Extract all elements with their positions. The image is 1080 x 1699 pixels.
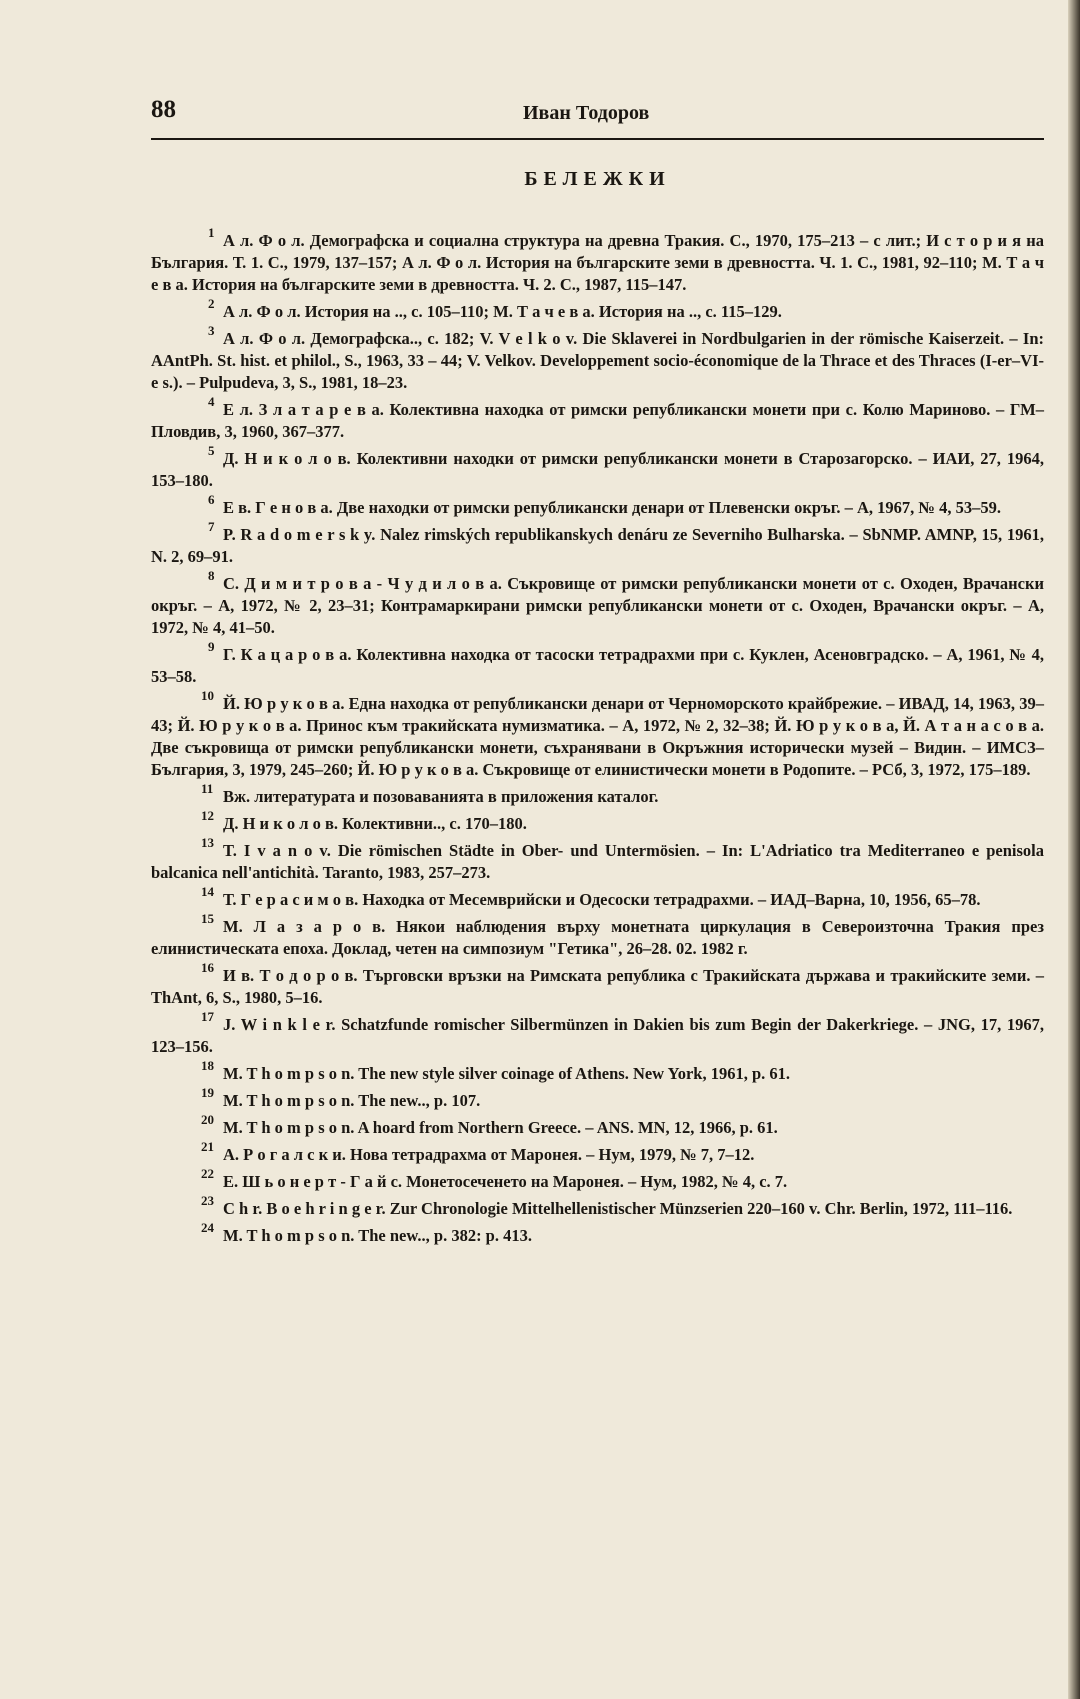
note-12 [151,808,1044,835]
note-text: Д. Н и к о л о в. Колективни.., с. 170–180. [223,814,527,833]
note-number: 2 [208,296,215,311]
note-text: А. Р о г а л с к и. Нова тетрадрахма от Маронея. – Нум, 1979, № 7, 7–12. [223,1145,755,1164]
note-14 [151,884,1044,911]
note-22 [151,1166,1044,1193]
note-number: 22 [201,1166,214,1181]
note-11 [151,781,1044,808]
note-number: 4 [208,394,215,409]
note-text: P. R a d o m e r s k y. Nalez rimských republikanskych denáru ze Severniho Bulharska. – SbNMP. AMNP, 15, 1961, N. 2, 69–91. [151,525,1044,566]
note-text: M. T h o m p s o n. The new.., p. 382: p. 413. [223,1226,532,1245]
note-number: 7 [208,519,215,534]
note-text: M. T h o m p s o n. The new style silver coinage of Athens. New York, 1961, p. 61. [223,1064,790,1083]
note-text: Е в. Г е н о в а. Две находки от римски републикански денари от Плевенски окръг. – А, 1967, № 4, 53–59. [223,498,1001,517]
note-text: А л. Ф о л. Демографска и социална структура на древна Тракия. С., 1970, 175–213 – с лит.; И с т о р и я на България. Т. 1. С., 1979, 137–157; А л. Ф о л. История на българските земи в древността. Ч. 1. С., 1981, 92–110; М. Т а ч е в а. История на българските земи в древността. Ч. 2. С., 1987, 115–147. [151,231,1044,294]
note-5 [151,443,1044,492]
note-number: 24 [201,1220,214,1235]
note-number: 1 [208,225,215,240]
note-number: 15 [201,911,214,926]
note-3 [151,323,1044,394]
note-number: 14 [201,884,214,899]
running-head: Иван Тодоров [523,102,650,124]
note-number: 5 [208,443,215,458]
note-text: T. I v a n o v. Die römischen Städte in Ober- und Untermösien. – In: L'Adriatico tra Mediterraneo e penisola balcanica nell'antichità. Taranto, 1983, 257–273. [151,841,1044,882]
header-rule [151,138,1044,140]
page-edge [1068,0,1080,1699]
note-text: J. W i n k l e r. Schatzfunde romischer Silbermünzen in Dakien bis zum Begin der Dakerkriege. – JNG, 17, 1967, 123–156. [151,1015,1044,1056]
note-text: Е. Ш ь о н е р т - Г а й с. Монетосеченето на Маронея. – Нум, 1982, № 4, с. 7. [223,1172,788,1191]
note-number: 10 [201,688,214,703]
note-20 [151,1112,1044,1139]
note-text: А л. Ф о л. Демографска.., с. 182; V. V e l k o v. Die Sklaverei in Nordbulgarien in der römische Kaiserzeit. – In: AAntPh. St. hist. et philol., S., 1963, 33 – 44; V. Velkov. Developpement socio-économique de la Thrace et des Thraces (I-er–VI-e s.). – Pulpudeva, 3, S., 1981, 18–23. [151,329,1044,392]
note-text: Вж. литературата и позоваванията в приложения каталог. [223,787,659,806]
note-9 [151,639,1044,688]
note-number: 11 [201,781,214,796]
note-2 [151,296,1044,323]
note-text: C h r. B o e h r i n g e r. Zur Chronologie Mittelhellenistischer Münzserien 220–160 v. Chr. Berlin, 1972, 111–116. [223,1199,1013,1218]
note-number: 18 [201,1058,214,1073]
note-21 [151,1139,1044,1166]
note-15 [151,911,1044,960]
note-8 [151,568,1044,639]
note-number: 9 [208,639,215,654]
note-number: 8 [208,568,215,583]
note-number: 23 [201,1193,214,1208]
note-text: А л. Ф о л. История на .., с. 105–110; М. Т а ч е в а. История на .., с. 115–129. [223,302,782,321]
note-text: Е л. З л а т а р е в а. Колективна находка от римски републикански монети при с. Колю Мариново. – ГМ–Пловдив, 3, 1960, 367–377. [151,400,1044,441]
section-title: БЕЛЕЖКИ [524,168,671,190]
note-text: С. Д и м и т р о в а - Ч у д и л о в а. Съкровище от римски републикански монети от с. Оходен, Врачански окръг. – А, 1972, № 2, 23–31; Контрамаркирани римски републикански монети от с. Оходен, Врачански окръг. – А, 1972, № 4, 41–50. [151,574,1044,637]
page-header [151,96,1044,138]
note-number: 21 [201,1139,214,1154]
note-number: 3 [208,323,215,338]
note-text: M. T h o m p s o n. The new.., p. 107. [223,1091,481,1110]
note-number: 12 [201,808,214,823]
note-6 [151,492,1044,519]
note-24 [151,1220,1044,1247]
note-18 [151,1058,1044,1085]
note-number: 16 [201,960,214,975]
note-text: Г. К а ц а р о в а. Колективна находка от тасоски тетрадрахми при с. Куклен, Асеновградско. – А, 1961, № 4, 53–58. [151,645,1044,686]
note-16 [151,960,1044,1009]
note-7 [151,519,1044,568]
note-text: М. Л а з а р о в. Някои наблюдения върху монетната циркулация в Североизточна Тракия през елинистическата епоха. Доклад, четен на симпозиум "Гетика", 26–28. 02. 1982 г. [151,917,1044,958]
note-number: 6 [208,492,215,507]
note-text: Й. Ю р у к о в а. Една находка от републикански денари от Черноморското крайбрежие. – ИВАД, 14, 1963, 39–43; Й. Ю р у к о в а. Принос към тракийската нумизматика. – А, 1972, № 2, 32–38; Й. Ю р у к о в а, Й. А т а н а с о в а. Две съкровища от римски републикански монети, съхранявани в Окръжния исторически музей – Видин. – ИМСЗ–България, 3, 1979, 245–260; Й. Ю р у к о в а. Съкровище от елинистически монети в Родопите. – РСб, 3, 1972, 175–189. [151,694,1044,779]
note-19 [151,1085,1044,1112]
note-text: И в. Т о д о р о в. Търговски връзки на Римската република с Тракийската държава и тракийските земи. – ThAnt, 6, S., 1980, 5–16. [151,966,1044,1007]
note-number: 20 [201,1112,214,1127]
note-1 [151,225,1044,296]
note-17 [151,1009,1044,1058]
note-number: 13 [201,835,214,850]
note-text: M. T h o m p s o n. A hoard from Northern Greece. – ANS. MN, 12, 1966, p. 61. [223,1118,778,1137]
note-text: Д. Н и к о л о в. Колективни находки от римски републикански монети в Старозагорско. – ИАИ, 27, 1964, 153–180. [151,449,1044,490]
note-4 [151,394,1044,443]
note-23 [151,1193,1044,1220]
note-10 [151,688,1044,781]
page-number: 88 [151,96,176,123]
notes-list [151,225,1044,1252]
note-number: 17 [201,1009,214,1024]
note-number: 19 [201,1085,214,1100]
note-13 [151,835,1044,884]
note-text: Т. Г е р а с и м о в. Находка от Месемврийски и Одесоски тетрадрахми. – ИАД–Варна, 10, 1956, 65–78. [223,890,981,909]
